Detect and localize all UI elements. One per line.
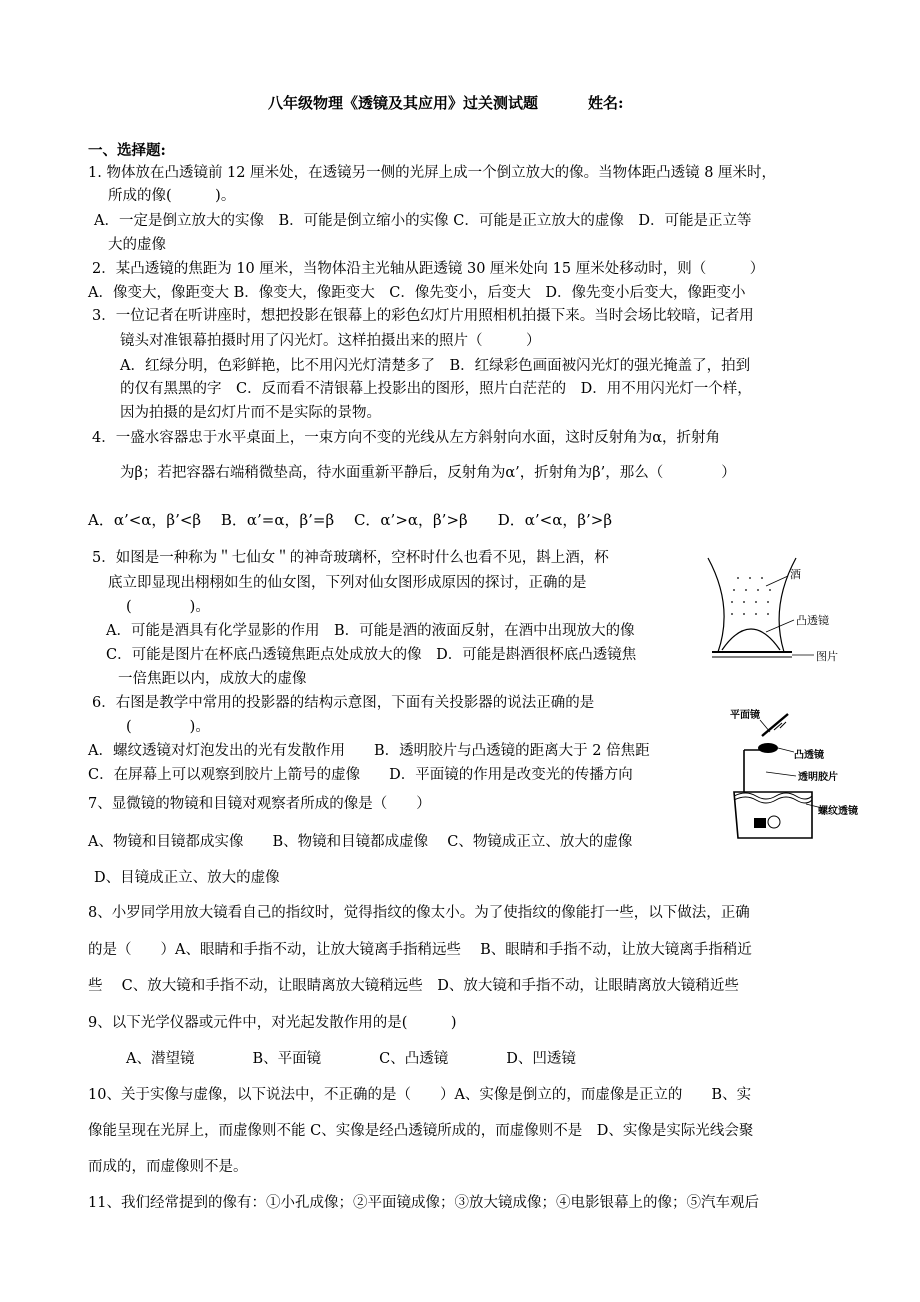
question-line: ( )。 xyxy=(126,599,210,615)
question-line: 的是（ ）A、眼睛和手指不动，让放大镜离手指稍远些 B、眼睛和手指不动，让放大镜离手指稍近 xyxy=(88,942,752,958)
option-line: 因为拍摄的是幻灯片而不是实际的景物。 xyxy=(120,405,381,421)
wine-label: 酒 xyxy=(790,568,801,581)
question-line: 3．一位记者在听讲座时，想把投影在银幕上的彩色幻灯片用照相机拍摄下来。当时会场比较暗，记者用 xyxy=(92,308,754,324)
question-line: 镜头对准银幕拍摄时用了闪光灯。这样拍摄出来的照片（ ） xyxy=(120,333,541,349)
mirror-label: 平面镜 xyxy=(730,710,760,721)
question-line: 4．一盛水容器忠于水平桌面上，一束方向不变的光线从左方斜射向水面，这时反射角为α，折射角 xyxy=(92,430,721,446)
option-line: A、物镜和目镜都成实像 B、物镜和目镜都成虚像 C、物镜成正立、放大的虚像 xyxy=(88,834,633,850)
option-line: A．螺纹透镜对灯泡发出的光有发散作用 B．透明胶片与凸透镜的距离大于 2 倍焦距 xyxy=(88,743,650,759)
option-line: 大的虚像 xyxy=(108,237,166,253)
glass-figure xyxy=(700,556,850,674)
question-line: 2．某凸透镜的焦距为 10 厘米，当物体沿主光轴从距透镜 30 厘米处向 15 厘米处移动时，则（ ） xyxy=(92,261,765,277)
question-line: 而成的，而虚像则不是。 xyxy=(88,1159,248,1175)
question-line: 8、小罗同学用放大镜看自己的指纹时，觉得指纹的像太小。为了使指纹的像能打一些，以下做法，正确 xyxy=(88,905,750,921)
question-line: 9、以下光学仪器或元件中，对光起发散作用的是( ) xyxy=(88,1015,457,1031)
option-line: D、目镜成正立、放大的虚像 xyxy=(94,870,280,886)
question-line: 底立即显现出栩栩如生的仙女图，下列对仙女图形成原因的探讨，正确的是 xyxy=(108,575,587,591)
projector-figure xyxy=(726,704,876,844)
page-title xyxy=(268,92,624,113)
option-line: 的仅有黑黑的字 C．反而看不清银幕上投影出的图形，照片白茫茫的 D．用不用闪光灯一个样， xyxy=(120,381,752,397)
option-line: A、潜望镜 B、平面镜 C、凸透镜 D、凹透镜 xyxy=(126,1051,576,1067)
option-line: A．像变大，像距变大 B．像变大，像距变大 C．像先变小，后变大 D．像先变小后变大，像距变小 xyxy=(88,285,746,301)
title-text: 八年级物理《透镜及其应用》过关测试题 xyxy=(268,94,539,112)
option-line: A．可能是酒具有化学显影的作用 B．可能是酒的液面反射，在酒中出现放大的像 xyxy=(106,623,635,639)
option-line: 一倍焦距以内，成放大的虚像 xyxy=(118,671,307,687)
question-line: 1. 物体放在凸透镜前 12 厘米处，在透镜另一侧的光屏上成一个倒立放大的像。当物体距凸透镜 8 厘米时， xyxy=(88,165,777,181)
question-line: 像能呈现在光屏上，而虚像则不能 C、实像是经凸透镜所成的，而虚像则不是 D、实像是实际光线会聚 xyxy=(88,1123,754,1139)
option-line: A．α’<α，β’<β B．α’=α，β’=β C．α’>α，β’>β D．α’<α，β’>β xyxy=(88,511,612,529)
question-line: 6．右图是教学中常用的投影器的结构示意图，下面有关投影器的说法正确的是 xyxy=(92,695,595,711)
question-line: 7、显微镜的物镜和目镜对观察者所成的像是（ ） xyxy=(88,796,431,812)
option-line: A．红绿分明，色彩鲜艳，比不用闪光灯清楚多了 B．红绿彩色画面被闪光灯的强光掩盖了，拍到 xyxy=(120,358,751,374)
question-line: 5．如图是一种称为＂七仙女＂的神奇玻璃杯，空杯时什么也看不见，斟上酒，杯 xyxy=(92,550,609,566)
convex-lens-label: 凸透镜 xyxy=(794,750,824,761)
question-line: 些 C、放大镜和手指不动，让眼睛离放大镜稍远些 D、放大镜和手指不动，让眼睛离放大镜稍近些 xyxy=(88,978,739,994)
name-label: 姓名: xyxy=(588,94,624,112)
question-line: 为β；若把容器右端稍微垫高，待水面重新平静后，反射角为α’，折射角为β’，那么（ ） xyxy=(120,465,736,481)
section-heading: 一、选择题: xyxy=(88,142,166,159)
option-line: C．可能是图片在杯底凸透镜焦距点处成放大的像 D．可能是斟酒很杯底凸透镜焦 xyxy=(106,647,637,663)
picture-label: 图片 xyxy=(816,650,838,663)
fresnel-lens-label: 螺纹透镜 xyxy=(818,806,858,817)
question-line: 11、我们经常提到的像有：①小孔成像；②平面镜成像；③放大镜成像；④电影银幕上的像；⑤汽车观后 xyxy=(88,1195,759,1211)
option-line: C．在屏幕上可以观察到胶片上箭号的虚像 D．平面镜的作用是改变光的传播方向 xyxy=(88,767,633,783)
question-line: 所成的像( )。 xyxy=(108,188,236,204)
question-line: 10、关于实像与虚像，以下说法中，不正确的是（ ）A、实像是倒立的，而虚像是正立的 B、实 xyxy=(88,1087,752,1103)
question-line: ( )。 xyxy=(126,719,210,735)
film-label: 透明胶片 xyxy=(798,772,838,783)
option-line: A．一定是倒立放大的实像 B．可能是倒立缩小的实像 C．可能是正立放大的虚像 D．可能是正立等 xyxy=(94,213,752,229)
lens-label: 凸透镜 xyxy=(796,614,829,627)
